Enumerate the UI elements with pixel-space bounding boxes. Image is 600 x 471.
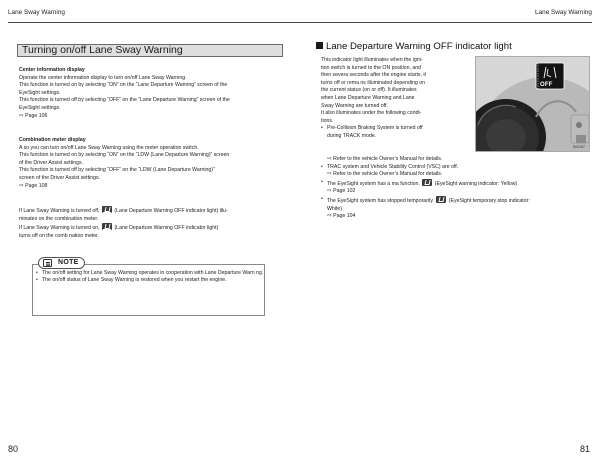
off-indicator-text: OFF — [540, 82, 553, 88]
page-reference-label: Refer to the vehicle Owner’s Manual for details. — [333, 171, 443, 178]
page-reference-label: Page 102 — [333, 188, 356, 195]
intro-paragraph — [321, 57, 470, 141]
arrow-icon: ⇨ — [19, 112, 24, 119]
condition-item — [321, 125, 470, 140]
text-line: of the Driver Assist settings. — [19, 159, 84, 166]
page-reference[interactable] — [321, 156, 591, 164]
ldw-off-indicator-icon — [102, 206, 112, 213]
eyesight-warning-icon — [422, 179, 432, 186]
page-reference[interactable] — [321, 171, 591, 179]
text-line: EyeSight settings. — [19, 104, 61, 111]
text-line: screen of the Driver Assist settings. — [19, 174, 101, 181]
text-line: It also illuminates under the following condi- — [321, 110, 422, 117]
text-line: • Pre-Collision Braking System is turned off — [327, 125, 423, 132]
page-number-left: 80 — [8, 444, 19, 454]
conditions-list — [321, 156, 591, 221]
page-reference[interactable] — [321, 188, 591, 196]
text-line: Operate the center information display to turn on/off Lane Sway Warning. — [19, 74, 187, 81]
page-reference[interactable] — [19, 183, 283, 191]
text-line: This function is turned on by selecting “ON” on the “LDW (Lane Departure Warning)” screen — [19, 152, 230, 159]
page-reference[interactable] — [321, 213, 591, 221]
text-line: White) — [327, 205, 342, 212]
combo-meter-heading: Combination meter display — [19, 137, 86, 143]
text-line: (EyeSight warning indicator: Yellow) — [434, 180, 518, 187]
text-line: tions. — [321, 117, 334, 124]
running-header-left: Lane Sway Warning — [8, 9, 65, 16]
page-reference-label: Page 104 — [333, 213, 356, 220]
illustration-code: S04167 — [572, 145, 585, 149]
text-line: • TRAC system and Vehicle Stability Control (VSC) are off. — [327, 163, 459, 170]
page-reference-label: Refer to the vehicle Owner’s Manual for details. — [333, 156, 443, 162]
status-on-text: If Lane Sway Warning is turned on, — [19, 225, 100, 232]
text-line: tion switch is turned to the ON position, and — [321, 64, 422, 71]
text-line: This function is turned on by selecting “ON” on the “Lane Departure Warning” screen of the — [19, 82, 228, 89]
section-title: Turning on/off Lane Sway Warning — [17, 44, 283, 57]
condition-item — [321, 196, 591, 213]
ldw-off-indicator-icon — [102, 223, 112, 230]
text-line: (EyeSight temporary stop indicator: — [448, 197, 530, 204]
page-number-right: 81 — [579, 444, 590, 454]
indicator-section-title — [316, 41, 512, 52]
status-off-text: If Lane Sway Warning is turned off, — [19, 208, 100, 214]
condition-item — [321, 164, 591, 172]
text-line: This function is turned off by selecting “OFF” on the “LDW (Lane Departure Warning)” — [19, 167, 215, 174]
arrow-icon: ⇨ — [327, 156, 332, 162]
header-rule — [8, 22, 592, 23]
square-bullet-icon — [316, 42, 323, 49]
condition-item — [321, 179, 591, 189]
status-off-text-2: (Lane Departure Warning OFF indicator light) illu- — [114, 208, 228, 214]
text-line: then severa seconds after the engine starts, it — [321, 72, 426, 79]
status-on-text-3: turns off on the comb nation meter. — [19, 232, 100, 239]
text-line: Sway Warning are turned off. — [321, 102, 388, 109]
text-line: A so you can turn on/off Lane Sway Warning using the meter operation switch. — [19, 144, 199, 151]
note-item: • The on/off status of Lane Sway Warning is restored when you restart the engine. — [36, 277, 264, 284]
text-line: The EyeSight system has stopped temporarily. — [327, 197, 434, 204]
page-reference[interactable] — [19, 113, 283, 121]
text-line: EyeSight settings. — [19, 89, 61, 96]
text-line: This indicator light illuminates when the igni- — [321, 57, 423, 63]
note-list — [36, 270, 264, 285]
meter-illustration — [475, 56, 590, 152]
status-on-text-2: (Lane Departure Warning OFF indicator light) — [114, 225, 219, 232]
arrow-icon: ⇨ — [327, 171, 332, 178]
arrow-icon: ⇨ — [327, 188, 332, 195]
meter-illustration-drawing — [476, 57, 590, 152]
center-display-heading: Center information display — [19, 67, 85, 73]
note-icon — [43, 259, 52, 267]
page-reference-label: Page 108 — [25, 182, 48, 189]
arrow-icon: ⇨ — [327, 213, 332, 220]
arrow-icon: ⇨ — [19, 182, 24, 189]
note-label: NOTE — [38, 257, 85, 269]
center-display-section — [19, 67, 283, 120]
text-line: The EyeSight system has a ma function. — [327, 180, 420, 187]
status-section — [19, 206, 283, 240]
eyesight-temporary-stop-icon — [436, 196, 446, 203]
page-reference-label: Page 106 — [25, 112, 48, 119]
note-item: • The on/off setting for Lane Sway Warning operates in cooperation with Lane Departure Warn ng. — [36, 270, 264, 277]
text-line: during TRACK mode. — [327, 132, 377, 139]
text-line: turns off or rema ns illuminated depending on — [321, 79, 426, 86]
indicator-section-title-text: Lane Departure Warning OFF indicator light — [326, 41, 512, 52]
text-line: when Lane Departure Warning and Lane — [321, 94, 415, 101]
text-line: the current status (on or off). It illuminates — [321, 87, 417, 94]
text-line: This function is turned off by selecting “OFF” on the “Lane Departure Warning” screen of the — [19, 97, 230, 104]
combo-meter-section — [19, 137, 283, 190]
running-header-right: Lane Sway Warning — [535, 9, 592, 16]
status-off-text-3: minates on the combination meter. — [19, 215, 99, 222]
